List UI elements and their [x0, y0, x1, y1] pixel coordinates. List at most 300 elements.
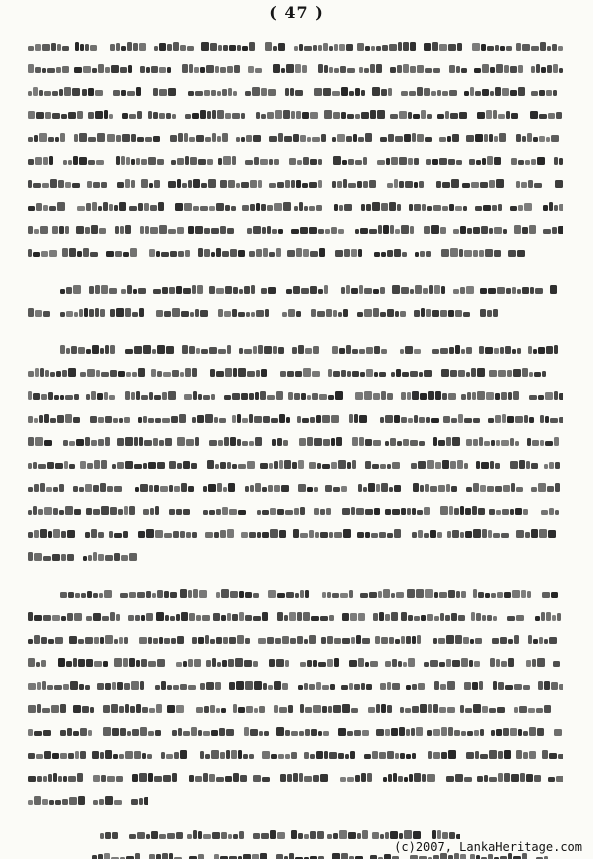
text-line-ink — [28, 223, 563, 235]
text-line — [28, 108, 563, 120]
word-mark — [218, 156, 236, 165]
word-mark — [187, 830, 244, 839]
text-line — [28, 223, 563, 235]
word-mark — [449, 65, 467, 73]
word-mark — [244, 727, 269, 736]
word-mark — [441, 368, 485, 377]
word-mark — [333, 156, 367, 165]
word-mark — [58, 658, 108, 667]
word-mark — [265, 42, 285, 51]
word-mark — [318, 64, 355, 73]
text-line-ink — [28, 412, 563, 424]
word-mark — [443, 414, 480, 423]
word-mark — [433, 635, 482, 644]
word-mark — [28, 635, 63, 644]
word-mark — [245, 483, 289, 492]
word-mark — [358, 483, 401, 492]
word-mark — [466, 483, 523, 492]
word-mark — [370, 854, 399, 859]
word-mark — [385, 438, 425, 446]
word-mark — [196, 705, 226, 713]
text-line — [28, 725, 563, 737]
word-mark — [289, 157, 322, 165]
word-mark — [324, 110, 385, 119]
word-mark — [257, 507, 305, 515]
word-mark — [352, 437, 381, 446]
word-mark — [488, 414, 534, 423]
word-mark — [368, 704, 392, 713]
word-mark — [466, 437, 519, 446]
word-mark — [401, 87, 457, 96]
word-mark — [28, 437, 52, 446]
word-mark — [189, 854, 204, 859]
text-line — [28, 131, 563, 143]
word-mark — [462, 179, 504, 188]
word-mark — [28, 368, 76, 377]
word-mark — [268, 590, 309, 598]
word-mark — [188, 88, 237, 96]
word-mark — [380, 415, 439, 423]
word-mark — [542, 750, 563, 759]
word-mark — [149, 853, 182, 859]
word-mark — [28, 414, 80, 423]
word-mark — [110, 42, 146, 51]
word-mark — [154, 42, 194, 51]
word-mark — [294, 43, 353, 51]
word-mark — [480, 287, 543, 294]
word-mark — [161, 750, 187, 759]
text-line-ink — [28, 481, 563, 493]
word-mark — [121, 285, 146, 294]
word-mark — [125, 345, 174, 354]
word-mark — [385, 507, 430, 515]
text-line — [100, 828, 460, 840]
word-mark — [88, 110, 113, 119]
word-mark — [514, 225, 536, 234]
word-mark — [548, 776, 563, 782]
text-line-ink — [28, 306, 498, 318]
text-line — [28, 679, 563, 691]
word-mark — [74, 133, 105, 142]
word-mark — [446, 774, 472, 782]
text-line — [28, 656, 563, 668]
word-mark — [253, 830, 285, 839]
word-mark — [340, 773, 372, 782]
word-mark — [169, 509, 190, 515]
word-mark — [200, 682, 221, 690]
word-mark — [477, 773, 541, 782]
word-mark — [224, 391, 283, 400]
word-mark — [153, 88, 176, 96]
word-mark — [479, 346, 521, 354]
text-line-ink — [28, 771, 563, 783]
word-mark — [298, 682, 335, 690]
word-mark — [453, 226, 507, 234]
text-line-ink — [28, 62, 563, 74]
word-mark — [256, 110, 318, 119]
word-mark — [209, 285, 255, 294]
word-mark — [182, 345, 231, 354]
word-mark — [115, 225, 131, 234]
text-line — [28, 481, 563, 493]
word-mark — [472, 43, 512, 51]
word-mark — [412, 530, 442, 538]
word-mark — [28, 658, 46, 667]
word-mark — [86, 506, 135, 515]
word-mark — [241, 529, 286, 538]
text-line — [28, 306, 498, 318]
word-mark — [92, 750, 152, 759]
word-mark — [28, 704, 66, 713]
word-mark — [269, 133, 326, 142]
text-line-ink — [28, 748, 563, 760]
word-mark — [269, 180, 322, 188]
word-mark — [245, 87, 276, 96]
word-mark — [153, 285, 203, 294]
word-mark — [93, 775, 123, 782]
word-mark — [28, 681, 90, 690]
word-mark — [372, 830, 421, 839]
word-mark — [28, 612, 82, 621]
word-mark — [28, 483, 64, 492]
text-line-ink — [28, 200, 563, 212]
text-line-ink — [28, 504, 563, 516]
word-mark — [477, 110, 518, 119]
word-mark — [253, 775, 270, 782]
text-line — [28, 458, 563, 470]
word-mark — [269, 659, 289, 667]
word-mark — [309, 460, 356, 469]
word-mark — [200, 750, 254, 759]
word-mark — [401, 612, 465, 621]
word-mark — [242, 202, 291, 211]
word-mark — [148, 111, 176, 119]
word-mark — [357, 308, 406, 317]
word-mark — [322, 590, 353, 598]
word-mark — [125, 391, 176, 400]
word-mark — [216, 589, 259, 598]
word-mark — [291, 227, 344, 234]
word-mark — [292, 345, 319, 354]
word-mark — [209, 437, 262, 446]
word-mark — [328, 369, 386, 377]
word-mark — [86, 391, 115, 400]
word-mark — [342, 613, 365, 621]
word-mark — [77, 202, 126, 211]
word-mark — [541, 508, 559, 515]
text-line — [28, 62, 563, 74]
word-mark — [110, 308, 144, 317]
word-mark — [376, 727, 423, 736]
word-mark — [355, 225, 414, 234]
word-mark — [69, 635, 128, 644]
text-line — [28, 702, 563, 714]
word-mark — [287, 248, 325, 257]
word-mark — [332, 853, 363, 859]
word-mark — [28, 202, 65, 211]
word-mark — [28, 156, 53, 165]
word-mark — [349, 414, 367, 423]
word-mark — [426, 158, 462, 165]
word-mark — [28, 796, 85, 805]
word-mark — [553, 661, 560, 667]
word-mark — [141, 179, 160, 188]
word-mark — [428, 750, 456, 759]
word-mark — [342, 507, 380, 515]
text-line-ink — [28, 550, 148, 562]
word-mark — [400, 704, 455, 713]
word-mark — [248, 66, 262, 73]
word-mark — [73, 483, 122, 492]
word-mark — [314, 87, 365, 96]
word-mark — [63, 437, 110, 446]
word-mark — [377, 157, 419, 165]
word-mark — [185, 110, 245, 119]
word-mark — [131, 797, 148, 805]
word-mark — [364, 751, 416, 759]
word-mark — [87, 181, 107, 188]
word-mark — [85, 529, 104, 538]
text-line — [28, 748, 563, 760]
word-mark — [92, 853, 140, 859]
word-mark — [214, 853, 267, 859]
text-line-ink — [28, 177, 563, 189]
word-mark — [28, 751, 86, 759]
word-mark — [122, 111, 142, 119]
word-mark — [189, 773, 247, 782]
word-mark — [489, 368, 546, 377]
word-mark — [400, 346, 421, 354]
word-mark — [272, 438, 288, 446]
word-mark — [531, 90, 557, 96]
word-mark — [205, 529, 234, 538]
word-mark — [441, 248, 501, 257]
word-mark — [168, 179, 216, 188]
word-mark — [293, 529, 351, 538]
word-mark — [341, 683, 372, 690]
word-mark — [332, 133, 372, 142]
word-mark — [383, 773, 435, 782]
word-mark — [203, 483, 235, 492]
word-mark — [531, 64, 563, 73]
word-mark — [373, 612, 398, 621]
word-mark — [480, 309, 498, 317]
word-mark — [28, 111, 83, 119]
word-mark — [172, 727, 234, 736]
text-line-ink — [28, 656, 563, 668]
word-mark — [180, 589, 207, 598]
word-mark — [28, 226, 48, 234]
word-mark — [447, 529, 509, 538]
word-mark — [28, 43, 69, 51]
text-line — [28, 633, 563, 645]
word-mark — [507, 615, 524, 621]
word-mark — [491, 727, 544, 736]
word-mark — [543, 202, 563, 211]
word-mark — [90, 416, 130, 423]
text-line-ink — [28, 633, 563, 645]
text-line — [28, 550, 148, 562]
word-mark — [406, 683, 425, 690]
word-mark — [516, 750, 536, 759]
word-mark — [490, 658, 514, 667]
word-mark — [325, 485, 347, 492]
word-mark — [188, 226, 234, 234]
word-mark — [103, 704, 162, 713]
word-mark — [314, 508, 331, 515]
word-mark — [424, 658, 480, 667]
text-line-ink — [28, 679, 563, 691]
word-mark — [300, 658, 339, 667]
word-mark — [86, 612, 120, 621]
word-mark — [407, 589, 466, 598]
word-mark — [409, 204, 467, 211]
word-mark — [82, 88, 103, 96]
text-line-ink — [28, 108, 563, 120]
word-mark — [357, 529, 401, 538]
word-mark — [321, 635, 370, 644]
word-mark — [28, 87, 80, 96]
word-mark — [516, 42, 563, 51]
text-line — [28, 610, 563, 622]
text-line — [28, 794, 148, 806]
word-mark — [372, 87, 392, 96]
word-mark — [28, 179, 80, 188]
word-mark — [139, 636, 184, 644]
word-mark — [286, 285, 328, 294]
word-mark — [357, 42, 416, 51]
word-mark — [28, 133, 65, 142]
text-line — [28, 85, 563, 97]
word-mark — [117, 437, 172, 446]
word-mark — [476, 461, 500, 469]
text-line-ink — [28, 366, 563, 378]
word-mark — [414, 308, 470, 317]
text-line — [60, 283, 560, 295]
word-mark — [143, 506, 159, 515]
word-mark — [327, 830, 368, 839]
text-line — [28, 366, 563, 378]
word-mark — [475, 204, 502, 211]
text-line-ink — [60, 343, 560, 355]
text-line — [28, 177, 563, 189]
word-mark — [387, 179, 424, 188]
word-mark — [276, 727, 329, 736]
text-line-ink — [100, 828, 460, 840]
word-mark — [138, 414, 186, 423]
text-line-ink — [28, 527, 563, 539]
word-mark — [74, 64, 132, 73]
word-mark — [129, 831, 183, 839]
word-mark — [392, 285, 445, 294]
word-mark — [424, 225, 446, 234]
word-mark — [176, 659, 201, 667]
word-mark — [60, 285, 81, 294]
word-mark — [277, 612, 334, 621]
word-mark — [80, 460, 107, 469]
word-mark — [526, 658, 545, 667]
word-mark — [28, 729, 51, 736]
word-mark — [461, 391, 519, 400]
word-mark — [167, 705, 184, 713]
word-mark — [129, 202, 164, 211]
word-mark — [453, 286, 474, 294]
word-mark — [540, 415, 563, 423]
word-mark — [282, 309, 301, 317]
text-line — [28, 154, 563, 166]
text-line — [60, 343, 560, 355]
word-mark — [473, 589, 531, 598]
word-mark — [359, 64, 382, 73]
word-mark — [349, 658, 378, 667]
word-mark — [288, 391, 343, 400]
text-line — [28, 435, 563, 447]
word-mark — [298, 484, 318, 492]
word-mark — [355, 391, 393, 400]
text-line-ink — [28, 725, 563, 737]
word-mark — [294, 202, 322, 211]
text-line-ink — [28, 40, 563, 52]
word-mark — [527, 437, 559, 446]
word-mark — [543, 226, 563, 234]
word-mark — [514, 705, 551, 713]
word-mark — [113, 87, 141, 96]
word-mark — [432, 345, 472, 354]
word-mark — [436, 179, 459, 188]
word-mark — [171, 156, 213, 165]
text-line — [28, 412, 563, 424]
word-mark — [554, 729, 562, 736]
word-mark — [380, 682, 400, 690]
word-mark — [280, 368, 320, 377]
word-mark — [440, 506, 485, 515]
text-line-ink — [28, 435, 563, 447]
text-line-ink — [28, 154, 563, 166]
word-mark — [375, 635, 421, 644]
word-mark — [28, 773, 83, 782]
word-mark — [460, 704, 505, 713]
word-mark — [213, 612, 268, 621]
text-line — [28, 504, 563, 516]
word-mark — [544, 462, 560, 469]
word-mark — [437, 111, 467, 119]
word-mark — [531, 483, 560, 492]
text-line — [60, 587, 560, 599]
word-mark — [28, 64, 69, 73]
word-mark — [299, 437, 342, 446]
word-mark — [390, 110, 432, 119]
word-mark — [151, 368, 197, 377]
text-line-ink — [28, 131, 563, 143]
word-mark — [112, 461, 165, 469]
word-mark — [114, 658, 165, 667]
word-mark — [218, 309, 269, 317]
word-mark — [390, 64, 440, 73]
word-mark — [529, 391, 563, 400]
text-line-ink — [28, 389, 563, 401]
word-mark — [203, 507, 246, 515]
word-mark — [489, 508, 528, 515]
word-mark — [62, 248, 98, 257]
word-mark — [413, 483, 457, 492]
word-mark — [103, 727, 161, 736]
word-mark — [156, 612, 210, 621]
word-mark — [261, 287, 276, 294]
text-line-ink — [28, 794, 148, 806]
text-line — [28, 40, 563, 52]
word-mark — [427, 727, 484, 736]
text-line-ink — [60, 587, 560, 599]
